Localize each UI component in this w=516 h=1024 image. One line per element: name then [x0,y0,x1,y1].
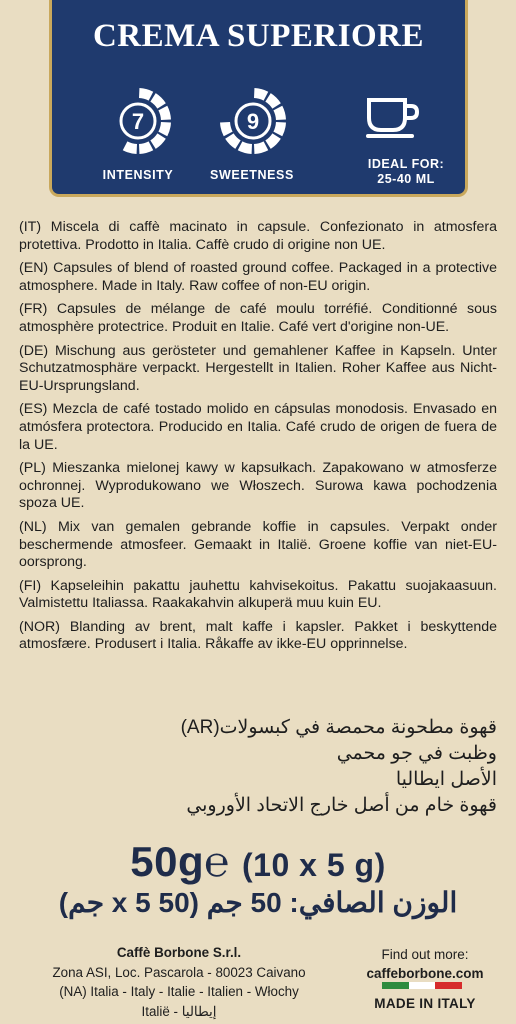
ideal-for [346,157,466,187]
net-weight-detail: (10 x 5 g) [242,847,386,883]
arabic-line-4: قهوة خام من أصل خارج الاتحاد الأوروبي [186,795,497,816]
intensity-dial [103,86,173,156]
language-code: (DE) [19,342,49,359]
dial-segment-empty [123,88,137,101]
dial-segment-filled [139,141,153,154]
intensity-label: INTENSITY [102,168,174,182]
language-paragraph [19,219,497,254]
flag-red-stripe [435,982,462,989]
ideal-for-volume: 25-40 ML [377,172,435,186]
flag-white-stripe [409,982,436,989]
dial-segment-filled [254,88,268,101]
language-code: (NL) [19,518,47,535]
language-text: Blanding av brent, malt kaffe i kapsler. Pakket i beskyttende atmosfære. Produsert i Italia. Råkaffe av ikke-EU opprinnelse. [19,618,497,653]
net-weight-main: 50g℮ [130,838,230,885]
dial-segment-filled [150,93,165,108]
product-title: CREMA SUPERIORE [92,18,425,54]
website-link[interactable]: caffeborbone.com [366,966,484,981]
language-text: Mix van gemalen gebrande koffie in capsules. Verpakt onder beschermende atmosfeer. Gemaakt in Italië. Groene koffie van niet-EU-oorsprong. [19,518,497,571]
dial-segment-filled [158,106,171,120]
language-text: Miscela di caffè macinato in capsule. Confezionato in atmosfera protettiva. Prodotto in Italia. Caffè crudo di origine non UE. [19,219,497,253]
language-code: (IT) [19,219,42,235]
language-text: Capsules of blend of roasted ground coffee. Packaged in a protective atmosphere. Made in Italy. Raw coffee of non-EU origin. [19,260,497,294]
arabic-description [19,715,497,819]
language-paragraph [19,343,497,396]
dial-segment-empty [225,93,240,108]
language-paragraph [19,260,497,295]
dial-segment-filled [220,122,233,136]
language-paragraph [19,401,497,454]
dial-segment-filled [238,141,252,154]
dial-segment-empty [105,106,118,120]
product-header [49,0,468,197]
made-in-italy: MADE IN ITALY [374,996,476,1011]
language-descriptions [19,219,497,660]
net-weight [0,838,516,886]
language-code: (ES) [19,401,48,418]
company-address-3: Italië - إيطاليا [141,1003,217,1019]
dial-segment-empty [220,106,233,120]
language-paragraph [19,519,497,572]
dial-segment-empty [110,93,125,108]
dial-segment-empty [105,122,118,136]
language-text: Capsules de mélange de café moulu torréfié. Conditionné sous atmosphère protectrice. Produit en Italie. Café vert d'origine non-UE. [19,301,497,335]
company-address-1: Zona ASI, Loc. Pascarola - 80023 Caivano [52,964,306,980]
net-weight-arabic: الوزن الصافي: 50 جم (50 x 5 جم) [58,887,458,918]
flag-green-stripe [382,982,409,989]
company-name: Caffè Borbone S.r.l. [116,945,242,960]
language-paragraph [19,460,497,513]
dial-segment-empty [238,88,252,101]
company-info [14,943,344,1021]
language-paragraph [19,578,497,613]
language-text: Mezcla de café tostado molido en cápsulas monodosis. Envasado en atmósfera protectora. Producido en Italia. Café crudo de origen de fuera de la UE. [19,401,497,453]
language-text: Mieszanka mielonej kawy w kapsułkach. Zapakowano w atmosferze ochronnej. Wyprodukowano we Włoszech. Surowa kawa pochodzenia spoza UE. [19,460,497,512]
dial-segment-filled [123,141,137,154]
italy-flag-icon [382,982,462,989]
espresso-cup-icon [365,94,421,147]
language-code: (FI) [19,577,42,594]
ideal-for-label: IDEAL FOR: [367,157,445,171]
dial-segment-filled [225,133,240,148]
language-code: (NOR) [19,618,60,635]
language-text: Mischung aus gerösteter und gemahlener Kaffee in Kapseln. Unter Schutzatmosphäre verpackt. Hergestellt in Italien. Roher Kaffee aus Nicht-EU-Ursprungsland. [19,342,497,394]
find-out-label: Find out more: [381,947,469,962]
language-paragraph [19,301,497,336]
language-code: (EN) [19,260,49,277]
arabic-line-3: الأصل ايطاليا [395,769,497,790]
language-code: (PL) [19,460,46,477]
language-paragraph [19,619,497,654]
company-address-2: (NA) Italia - Italy - Italie - Italien - Włochy [59,984,299,999]
dial-segment-empty [110,133,125,148]
dial-segment-filled [273,106,286,120]
arabic-line-1: قهوة مطحونة محمصة في كبسولات(AR) [180,717,497,738]
dial-segment-filled [273,122,286,136]
dial-segment-filled [265,133,280,148]
language-text: Kapseleihin pakattu jauhettu kahvisekoitus. Pakattu suojakaasuun. Valmistettu Italiassa. Raakakahvin alkuperä muu kuin EU. [19,577,497,612]
dial-segment-filled [158,122,171,136]
language-code: (FR) [19,301,48,318]
dial-segment-filled [150,133,165,148]
sweetness-dial [218,86,288,156]
dial-segment-filled [139,88,153,101]
find-out-more [350,945,500,983]
dial-value: 9 [246,109,260,134]
dial-segment-filled [265,93,280,108]
dial-segment-filled [254,141,268,154]
arabic-line-2: وظبت في جو محمي [336,743,497,764]
sweetness-label: SWEETNESS [210,168,294,182]
dial-value: 7 [131,109,145,134]
